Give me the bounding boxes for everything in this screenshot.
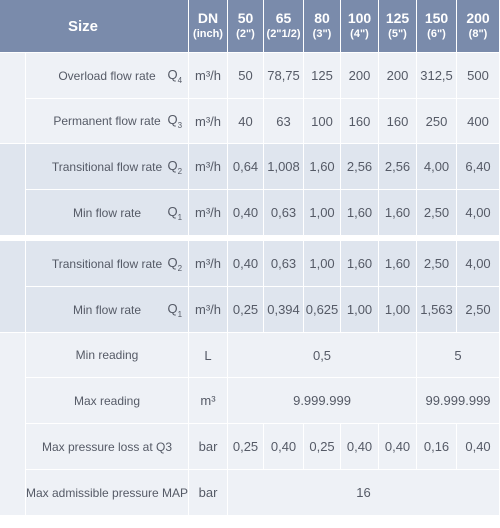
value-cell: 63 <box>264 99 304 144</box>
value-cell: 4,00 <box>417 144 457 190</box>
unit-cell: m³/h <box>189 241 228 287</box>
r100-group-label <box>0 144 26 236</box>
inch-value: (8") <box>468 28 488 40</box>
column-header <box>304 0 341 53</box>
unit-cell: m³/h <box>189 53 228 99</box>
value-cell: 99.999.999 <box>417 378 500 424</box>
dn-unit: (inch) <box>193 28 223 40</box>
row-label <box>26 190 189 236</box>
value-cell: 160 <box>341 99 379 144</box>
row-label <box>26 53 189 99</box>
column-header <box>379 0 417 53</box>
value-cell: 1,00 <box>379 287 417 333</box>
value-cell: 40 <box>228 99 264 144</box>
symbol: $Q_2$ <box>167 157 183 176</box>
label-text: Transitional flow rate <box>51 159 163 174</box>
label-text: Min flow rate <box>72 205 142 220</box>
row-label: Max admissible pressure MAP <box>26 470 189 516</box>
inch-value: (2"1/2) <box>266 28 301 40</box>
value-cell: 5 <box>417 333 500 378</box>
r160-group-label <box>0 241 26 333</box>
symbol: $Q_3$ <box>167 112 183 130</box>
size-header: Size <box>0 0 189 53</box>
value-cell: 160 <box>379 99 417 144</box>
unit-cell: bar <box>189 470 228 516</box>
value-cell: 200 <box>341 53 379 99</box>
value-cell: 1,60 <box>341 241 379 287</box>
row-label: Max pressure loss at Q3 <box>26 424 189 470</box>
overload-row <box>0 53 500 99</box>
unit-cell: m³/h <box>189 99 228 144</box>
label-text: Overload flow rate <box>58 68 156 83</box>
value-cell: 0,40 <box>264 424 304 470</box>
value-cell: 200 <box>379 53 417 99</box>
value-cell: 1,00 <box>304 190 341 236</box>
value-cell: 1,00 <box>304 241 341 287</box>
pressure-loss-row <box>0 424 500 470</box>
unit-cell: m³ <box>189 378 228 424</box>
dn-value: 80 <box>314 10 330 26</box>
value-cell: 0,40 <box>228 241 264 287</box>
group-spacer <box>0 333 26 516</box>
value-cell: 2,50 <box>457 287 500 333</box>
value-cell: 1,60 <box>379 190 417 236</box>
label-text: Min flow rate <box>72 302 142 317</box>
row-label <box>26 99 189 144</box>
column-header <box>457 0 500 53</box>
row-label: Max reading <box>26 378 189 424</box>
symbol: $Q_2$ <box>167 254 183 273</box>
value-cell: 0,25 <box>228 287 264 333</box>
value-cell: 250 <box>417 99 457 144</box>
value-cell: 2,50 <box>417 241 457 287</box>
r160-min-row <box>0 287 500 333</box>
value-cell: 1,563 <box>417 287 457 333</box>
value-cell: 500 <box>457 53 500 99</box>
value-cell: 0,25 <box>228 424 264 470</box>
value-cell: 0,394 <box>264 287 304 333</box>
dn-value: 65 <box>275 10 292 26</box>
label-text: Transitional flow rate <box>51 256 163 271</box>
column-header <box>341 0 379 53</box>
inch-value: (4") <box>350 28 369 40</box>
dn-value: 200 <box>466 10 490 26</box>
value-cell: 0,63 <box>264 190 304 236</box>
min-reading-row <box>0 333 500 378</box>
value-cell: 100 <box>304 99 341 144</box>
value-cell: 0,16 <box>417 424 457 470</box>
inch-value: (3") <box>312 28 332 40</box>
value-cell: 4,00 <box>457 190 500 236</box>
dn-label: DN <box>197 10 219 26</box>
value-cell: 2,56 <box>341 144 379 190</box>
map-row <box>0 470 500 516</box>
column-header <box>228 0 264 53</box>
value-cell: 312,5 <box>417 53 457 99</box>
row-label <box>26 287 189 333</box>
row-label <box>26 144 189 190</box>
r160-transitional-row <box>0 241 500 287</box>
value-cell: 4,00 <box>457 241 500 287</box>
value-cell: 400 <box>457 99 500 144</box>
value-cell: 6,40 <box>457 144 500 190</box>
column-header <box>264 0 304 53</box>
row-label: Min reading <box>26 333 189 378</box>
value-cell: 1,00 <box>341 287 379 333</box>
symbol: $Q_1$ <box>167 300 183 319</box>
unit-cell: L <box>189 333 228 378</box>
value-cell: 1,60 <box>379 241 417 287</box>
value-cell: 2,56 <box>379 144 417 190</box>
value-cell: 0,40 <box>341 424 379 470</box>
inch-value: (6") <box>427 28 446 40</box>
column-header <box>417 0 457 53</box>
value-cell: 125 <box>304 53 341 99</box>
group-spacer <box>0 53 26 144</box>
unit-cell: m³/h <box>189 287 228 333</box>
dn-value: 100 <box>347 10 372 26</box>
permanent-row <box>0 99 500 144</box>
value-cell: 0,25 <box>304 424 341 470</box>
dn-value: 150 <box>424 10 449 26</box>
inch-value: (5") <box>388 28 407 40</box>
value-cell: 50 <box>228 53 264 99</box>
inch-value: (2") <box>236 28 255 40</box>
value-cell: 0,63 <box>264 241 304 287</box>
value-cell: 78,75 <box>264 53 304 99</box>
value-cell: 1,008 <box>264 144 304 190</box>
unit-cell: m³/h <box>189 144 228 190</box>
value-cell: 0,625 <box>304 287 341 333</box>
value-cell: 1,60 <box>304 144 341 190</box>
dn-header <box>189 0 228 53</box>
header-row <box>0 0 500 53</box>
unit-cell: m³/h <box>189 190 228 236</box>
max-reading-row <box>0 378 500 424</box>
symbol: $Q_4$ <box>167 66 183 85</box>
dn-value: 50 <box>237 10 254 26</box>
label-text: Permanent flow rate <box>53 114 161 128</box>
r100-min-row <box>0 190 500 236</box>
value-cell: 0,40 <box>379 424 417 470</box>
value-cell: 16 <box>228 470 500 516</box>
value-cell: 2,50 <box>417 190 457 236</box>
symbol: $Q_1$ <box>167 203 183 222</box>
dn-value: 125 <box>385 10 410 26</box>
row-label <box>26 241 189 287</box>
value-cell: 1,60 <box>341 190 379 236</box>
r100-transitional-row <box>0 144 500 190</box>
unit-cell: bar <box>189 424 228 470</box>
value-cell: 0,5 <box>228 333 417 378</box>
value-cell: 0,40 <box>228 190 264 236</box>
value-cell: 9.999.999 <box>228 378 417 424</box>
value-cell: 0,40 <box>457 424 500 470</box>
value-cell: 0,64 <box>228 144 264 190</box>
